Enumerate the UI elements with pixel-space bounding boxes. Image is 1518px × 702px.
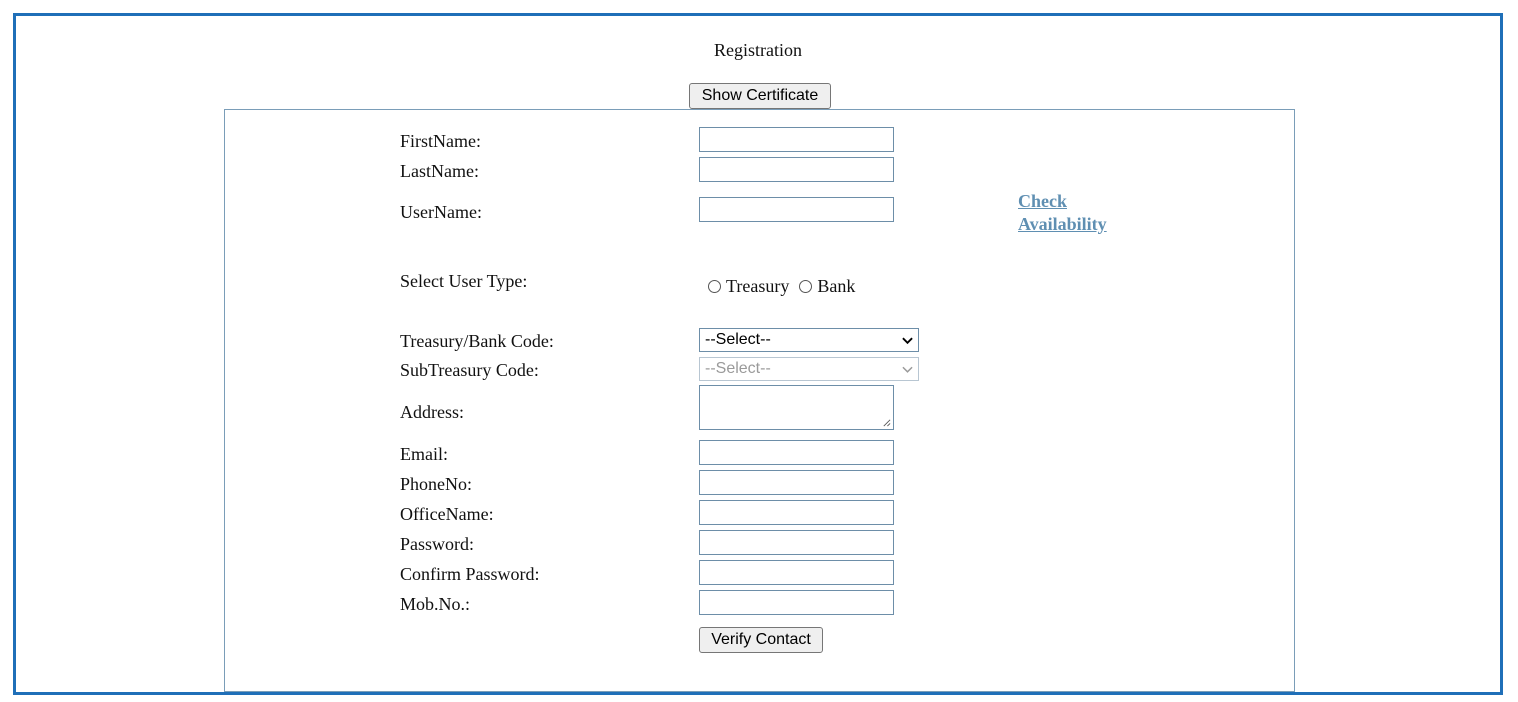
user-name-input[interactable] [699,197,894,222]
user-name-label: UserName: [400,202,482,222]
mobile-label: Mob.No.: [400,594,471,614]
address-label: Address: [400,402,464,422]
office-name-input[interactable] [699,500,894,525]
chevron-down-icon [902,364,913,375]
treasury-radio[interactable] [708,280,721,293]
last-name-input[interactable] [699,157,894,182]
subtreasury-code-select [699,357,919,381]
address-textarea[interactable] [699,385,894,430]
subtreasury-code-label: SubTreasury Code: [400,360,539,380]
treasury-radio-label: Treasury [726,276,790,296]
email-input[interactable] [699,440,894,465]
user-type-bank-option[interactable] [799,276,855,297]
treasury-bank-code-selected: --Select-- [705,331,771,348]
password-label: Password: [400,534,475,554]
user-type-radio-group [708,276,855,297]
treasury-bank-code-label: Treasury/Bank Code: [400,331,554,351]
bank-radio-label: Bank [817,276,856,296]
office-name-label: OfficeName: [400,504,494,524]
confirm-password-input[interactable] [699,560,894,585]
subtreasury-code-selected: --Select-- [705,360,771,377]
page-title: Registration [714,40,802,60]
password-input[interactable] [699,530,894,555]
user-type-treasury-option[interactable] [708,276,789,297]
user-type-label: Select User Type: [400,271,528,291]
bank-radio[interactable] [799,280,812,293]
verify-contact-button[interactable]: Verify Contact [699,627,823,653]
first-name-input[interactable] [699,127,894,152]
resize-grip-icon[interactable] [882,418,891,427]
email-label: Email: [400,444,448,464]
treasury-bank-code-select[interactable] [699,328,919,352]
phone-input[interactable] [699,470,894,495]
chevron-down-icon [902,335,913,346]
mobile-input[interactable] [699,590,894,615]
confirm-password-label: Confirm Password: [400,564,540,584]
last-name-label: LastName: [400,161,479,181]
check-availability-link[interactable]: Check Availability [1018,191,1107,234]
first-name-label: FirstName: [400,131,481,151]
phone-label: PhoneNo: [400,474,472,494]
show-certificate-button[interactable]: Show Certificate [689,83,831,109]
registration-frame [13,13,1503,695]
